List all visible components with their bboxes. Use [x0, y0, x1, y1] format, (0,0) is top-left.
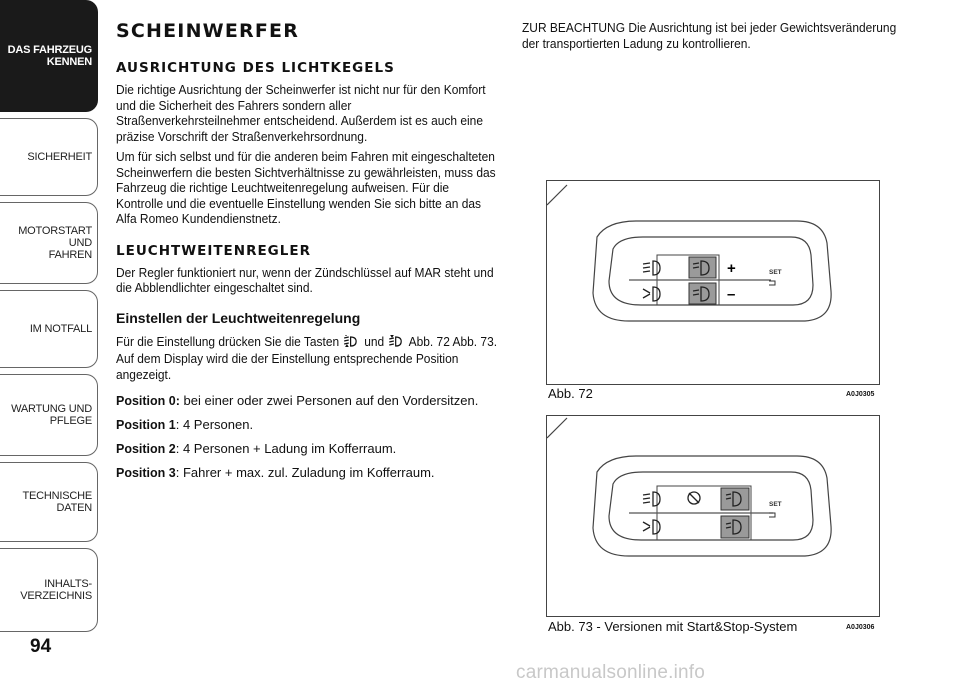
page-number: 94 — [30, 636, 52, 657]
position-text: bei einer oder zwei Personen auf den Vordersitzen. — [179, 393, 479, 408]
position-label: Position 3 — [116, 466, 176, 480]
tab-das-fahrzeug-kennen[interactable] — [0, 0, 98, 112]
figure-72-caption: Abb. 72 — [548, 386, 593, 401]
tab-wartung-und-pflege[interactable] — [0, 374, 98, 456]
position-label: Position 2 — [116, 442, 176, 456]
tab-technische-daten[interactable] — [0, 462, 98, 542]
section-title: SCHEINWERFER — [116, 20, 300, 42]
adjust-subheading: Einstellen der Leuchtweitenregelung — [116, 309, 361, 326]
tab-label: DAS FAHRZEUG — [7, 44, 92, 56]
tab-label: PFLEGE — [49, 415, 92, 427]
position-3-line — [116, 465, 500, 481]
plus-button-label: + — [727, 260, 736, 277]
figure-72 — [546, 180, 880, 385]
tab-label: SICHERHEIT — [27, 151, 92, 163]
adjust-paragraph — [116, 334, 498, 383]
chapter-sidebar — [0, 0, 100, 686]
position-text: : 4 Personen + Ladung im Kofferraum. — [175, 441, 397, 456]
control-panel-illustration-73 — [547, 416, 879, 616]
section2-paragraph-1: Der Regler funktioniert nur, wenn der Zündschlüssel auf MAR steht und die Abblendlichter eingeschaltet sind. — [116, 264, 494, 295]
tab-label: TECHNISCHE DATEN — [22, 490, 92, 514]
position-1-line — [116, 417, 500, 433]
tab-im-notfall[interactable] — [0, 290, 98, 368]
headlight-level-up-icon — [343, 335, 361, 352]
position-label: Position 1 — [116, 418, 176, 432]
tab-label: WARTUNG UND — [11, 403, 92, 415]
tab-inhaltsverzeichnis[interactable] — [0, 548, 98, 632]
note-paragraph: ZUR BEACHTUNG Die Ausrichtung ist bei jeder Gewichtsveränderung der transportierten Ladung zu kontrollieren. — [522, 20, 897, 51]
tab-label: MOTORSTART UND — [18, 225, 92, 249]
tab-label: VERZEICHNIS — [20, 590, 92, 602]
adjust-text-1: Für die Einstellung drücken Sie die Tasten — [116, 333, 340, 349]
main-text-column — [116, 20, 500, 489]
figure-73-caption: Abb. 73 - Versionen mit Start&Stop-System — [548, 619, 798, 634]
position-text: : 4 Personen. — [175, 417, 254, 432]
set-label: SET — [769, 501, 782, 508]
watermark: carmanualsonline.info — [516, 662, 706, 683]
figure-72-code: A0J0305 — [846, 391, 875, 398]
tab-label: IM NOTFALL — [29, 323, 92, 335]
minus-button-label: – — [727, 286, 736, 303]
position-label: Position 0: — [116, 394, 180, 408]
set-label: SET — [769, 269, 782, 276]
section1-paragraph-1: Die richtige Ausrichtung der Scheinwerfer ist nicht nur für den Komfort und die Sicherheit des Fahrers sondern aller Straßenverkehrsteilnehmer entscheidend. Außerdem ist es auch eine präzise Vorschrift der Straßenverkehrsordnung. — [116, 82, 486, 144]
tab-sicherheit[interactable] — [0, 118, 98, 196]
position-2-line — [116, 441, 500, 457]
tab-label: KENNEN — [46, 56, 92, 68]
note-column — [522, 20, 912, 56]
tab-motorstart-und-fahren[interactable] — [0, 202, 98, 284]
position-text: : Fahrer + max. zul. Zuladung im Kofferraum. — [175, 465, 435, 480]
adjust-text-2: Abb. 72 Abb. 73. Auf dem Display wird die der Einstellung entsprechende Position angezeigt. — [116, 333, 498, 382]
section2-heading: LEUCHTWEITENREGLER — [116, 242, 311, 259]
figure-73 — [546, 415, 880, 617]
section1-paragraph-2: Um für sich selbst und für die anderen beim Fahren mit eingeschalteten Scheinwerfern die besten Sichtverhältnisse zu gewährleisten, muss das Fahrzeug die richtige Leuchtweitenregelung aufweisen. Für die Kontrolle und die eventuelle Einstellung wenden Sie sich bitte an das Alfa Romeo Kundendienstnetz. — [116, 149, 496, 226]
tab-label: INHALTS- — [44, 578, 92, 590]
control-panel-illustration-72 — [547, 181, 879, 384]
tab-label: FAHREN — [48, 249, 92, 261]
headlight-level-down-icon — [388, 335, 406, 352]
adjust-text-and: und — [364, 333, 385, 349]
section1-heading: AUSRICHTUNG DES LICHTKEGELS — [116, 60, 395, 76]
figure-73-code: A0J0306 — [846, 624, 875, 631]
position-0-line — [116, 393, 500, 409]
